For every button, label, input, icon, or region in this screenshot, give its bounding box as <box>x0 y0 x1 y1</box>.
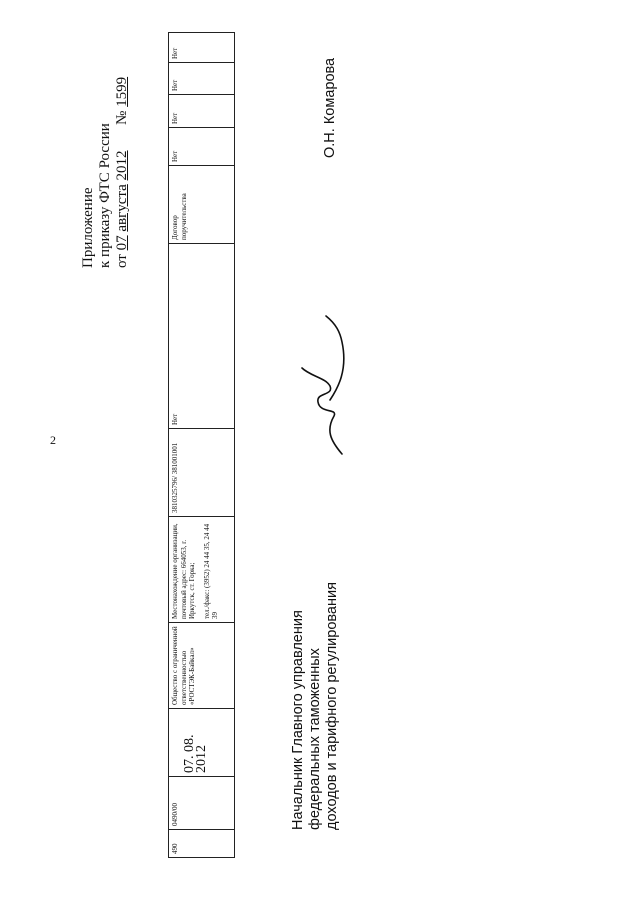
signatory-title-line2: федеральных таможенных <box>307 648 323 830</box>
annex-title: Приложение <box>80 187 96 268</box>
address-location: Местонахождение организации, почтовый адрес: 664053, г. Иркутск, ст. Горка; <box>171 523 196 619</box>
cell-col-10: Нет <box>169 94 234 127</box>
signatory-name: О.Н. Комарова <box>322 57 338 158</box>
cell-registration-number: 0490/00 <box>169 776 234 829</box>
cell-organization-name: Общество с ограниченной ответственностью «РОСТЭК-Байкал» <box>169 622 234 708</box>
registry-table-row <box>168 32 235 858</box>
annex-from-label: от <box>114 254 130 268</box>
cell-col-9: Нет <box>169 127 234 165</box>
cell-col-12: Нет <box>171 47 179 59</box>
cell-branches: Нет <box>169 243 234 428</box>
annex-order-ref: к приказу ФТС России <box>97 123 113 268</box>
page-number: 2 <box>50 433 56 447</box>
annex-date-number <box>114 28 131 268</box>
cell-inn-kpp: 3810325796/ 381001001 <box>169 428 234 516</box>
annex-month: августа <box>114 184 130 232</box>
cell-col-11: Нет <box>169 62 234 94</box>
cell-address <box>169 516 234 622</box>
annex-header <box>80 28 131 268</box>
cell-row-number: 490 <box>169 829 234 857</box>
address-phone: тел./факс: (3952) 24 44 35, 24 44 39 <box>202 523 219 619</box>
signatory-title-line1: Начальник Главного управления <box>290 610 306 830</box>
handwritten-signature <box>290 310 362 460</box>
signatory-title-line3: доходов и тарифного регулирования <box>324 582 340 830</box>
annex-number-label: № <box>114 110 130 125</box>
cell-guarantee: Договор поручительства <box>169 165 234 243</box>
annex-day: 07 <box>114 235 130 251</box>
signatory-title <box>290 582 341 830</box>
cell-date: 07. 08. 2012 <box>169 708 234 776</box>
annex-year: 2012 <box>114 150 130 181</box>
annex-number: 1599 <box>114 76 130 107</box>
